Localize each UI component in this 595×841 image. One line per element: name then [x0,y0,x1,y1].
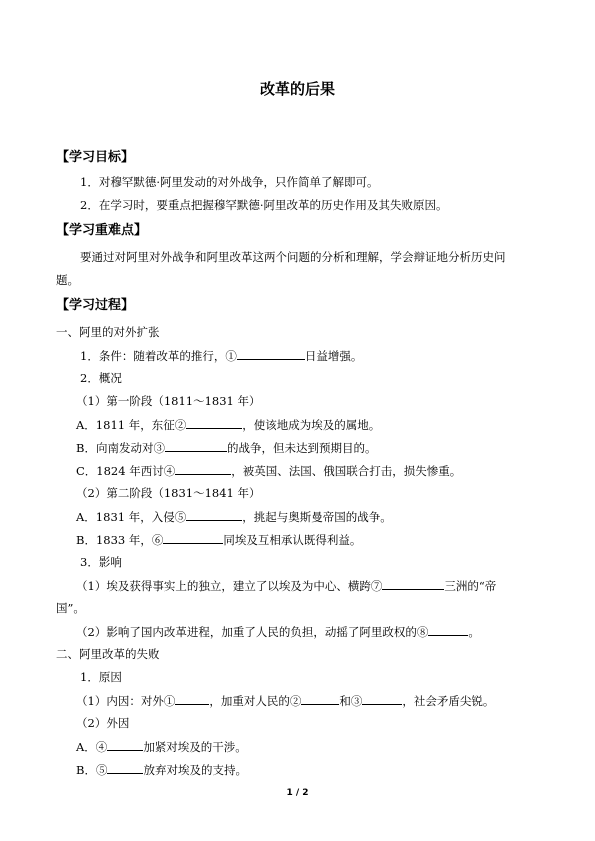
key-points-text: 要通过对阿里对外战争和阿里改革这两个问题的分析和理解，学会辩证地分析历史问 [80,250,506,264]
item-text: （2）影响了国内改革进程，加重了人民的负担，动摇了阿里政权的⑧ [76,625,429,639]
item-text-end: ，被英国、法国、俄国联合打击，损失惨重。 [231,464,462,478]
item-text-end: 放弃对埃及的支持。 [143,763,247,777]
impact-heading: 3．影响 [80,555,122,569]
blank-13[interactable] [107,762,143,774]
item-text: （1）内因：对外① [76,694,176,708]
stage2-item-a [76,509,392,524]
item-text: 和③ [339,694,363,708]
blank-5[interactable] [186,509,242,521]
impact-item-1-cont: 国”。 [56,601,85,615]
section-heading-key-points: 【学习重难点】 [56,223,148,238]
goal-item: 2．在学习时，要重点把握穆罕默德·阿里改革的历史作用及其失败原因。 [80,198,448,212]
item-text: B．⑤ [76,763,108,777]
item-text-end: ，社会矛盾尖锐。 [402,694,495,708]
blank-3[interactable] [165,440,227,452]
item-text-end: 。 [468,625,480,639]
condition-text: 1．条件：随着改革的推行，① [80,349,237,363]
item-text-end: 同埃及互相承认既得利益。 [223,533,362,547]
item-text: A．④ [76,740,108,754]
impact-item-2 [76,624,480,639]
item-text-end: 的战争，但未达到预期目的。 [226,441,377,455]
item-text: ，加重对人民的② [209,694,302,708]
blank-4[interactable] [175,463,231,475]
item-text: （1）埃及获得事实上的独立，建立了以埃及为中心、横跨⑦ [76,579,383,593]
section-heading-process: 【学习过程】 [56,298,135,313]
overview-heading: 2．概况 [80,371,122,385]
blank-2[interactable] [186,417,242,429]
blank-9[interactable] [175,693,209,705]
stage1-item-a [76,417,380,432]
stage2-item-b [76,532,361,547]
section-heading-goals: 【学习目标】 [56,150,135,165]
item-text-end: ，使该地成为埃及的属地。 [242,418,381,432]
blank-10[interactable] [301,693,339,705]
stage2-heading: （2）第二阶段（1831～1841 年） [76,486,261,500]
internal-cause [76,693,494,708]
blank-7[interactable] [382,578,444,590]
stage1-heading: （1）第一阶段（1811～1831 年） [76,394,261,408]
part1-title: 一、阿里的对外扩张 [56,325,160,339]
page-title: 改革的后果 [259,80,335,98]
key-points-text: 题。 [56,273,79,287]
item-text: B．向南发动对③ [76,441,165,455]
blank-8[interactable] [428,624,468,636]
external-item-a [76,739,247,754]
item-text-end: 加紧对埃及的干涉。 [143,740,247,754]
external-item-b [76,762,247,777]
item-text: A．1831 年，入侵⑤ [76,510,187,524]
blank-1[interactable] [237,348,305,360]
item-text-end: 三洲的“帝 [444,579,497,593]
external-heading: （2）外因 [76,716,130,730]
stage1-item-b [76,440,376,455]
item-text: C．1824 年西讨④ [76,464,176,478]
cause-heading: 1．原因 [80,670,122,684]
item-text: A．1811 年，东征② [76,418,187,432]
condition-text-end: 日益增强。 [304,349,363,363]
stage1-item-c [76,463,461,478]
impact-item-1 [76,578,496,593]
goal-item: 1．对穆罕默德·阿里发动的对外战争，只作简单了解即可。 [80,175,379,189]
page-number: 1 / 2 [286,788,309,798]
blank-11[interactable] [362,693,402,705]
condition-line [80,348,362,363]
item-text: B．1833 年，⑥ [76,533,164,547]
item-text-end: ，挑起与奥斯曼帝国的战争。 [242,510,392,524]
part2-title: 二、阿里改革的失败 [56,647,160,661]
blank-12[interactable] [107,739,143,751]
blank-6[interactable] [163,532,223,544]
